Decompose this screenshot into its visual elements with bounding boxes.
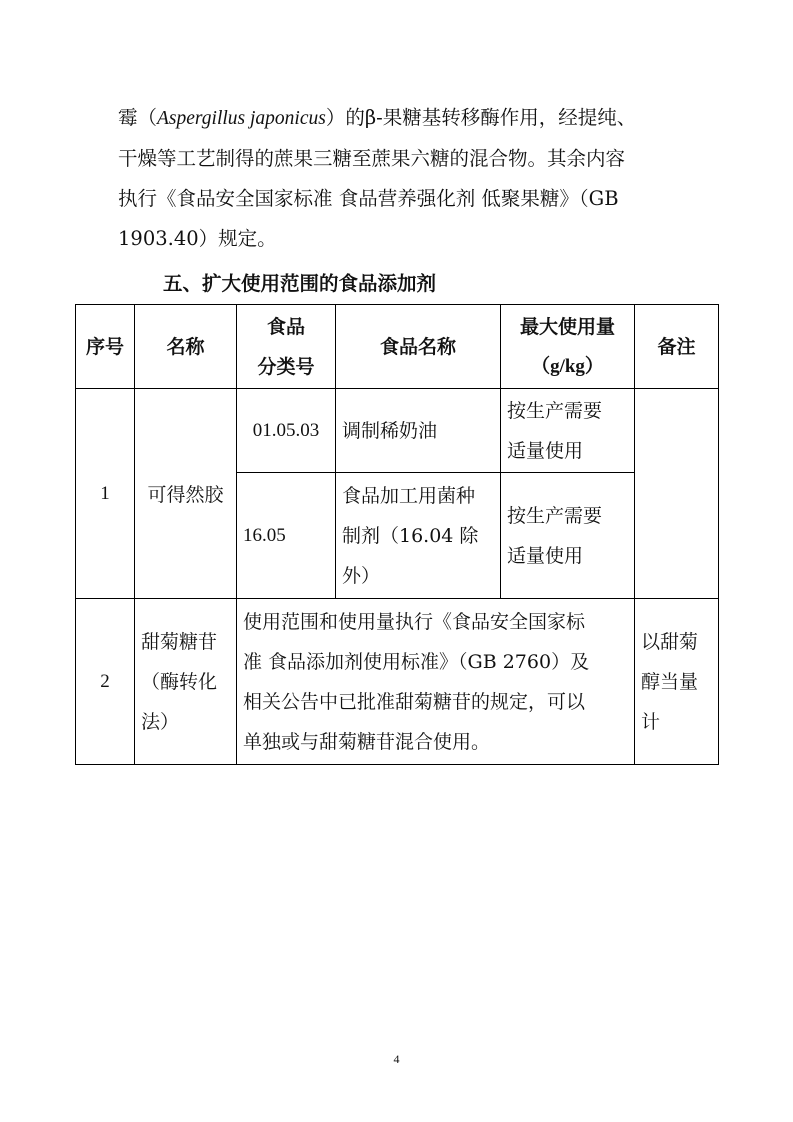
table-header-row bbox=[76, 305, 719, 389]
cell-note: 以甜菊 醇当量 计 bbox=[635, 599, 719, 765]
paragraph-line-4: 1903.40）规定。 bbox=[118, 227, 277, 250]
header-name: 名称 bbox=[135, 305, 237, 389]
cell-category: 16.05 bbox=[237, 473, 336, 599]
table-row bbox=[76, 599, 719, 765]
header-food: 食品名称 bbox=[336, 305, 501, 389]
paragraph-line-2: 干燥等工艺制得的蔗果三糖至蔗果六糖的混合物。其余内容 bbox=[118, 147, 626, 170]
header-max: 最大使用量 （g/kg） bbox=[501, 305, 635, 389]
body-paragraph bbox=[118, 98, 678, 259]
header-note: 备注 bbox=[635, 305, 719, 389]
header-category: 食品 分类号 bbox=[237, 305, 336, 389]
cell-no: 2 bbox=[76, 599, 135, 765]
cell-max: 按生产需要 适量使用 bbox=[501, 473, 635, 599]
cell-food: 食品加工用菌种 制剂（16.04 除 外） bbox=[336, 473, 501, 599]
paragraph-line-3: 执行《食品安全国家标准 食品营养强化剂 低聚果糖》（GB bbox=[118, 187, 619, 210]
cell-merged-usage: 使用范围和使用量执行《食品安全国家标 准 食品添加剂使用标准》（GB 2760）及 相关公告中已批准甜菊糖苷的规定，可以 单独或与甜菊糖苷混合使用。 bbox=[237, 599, 635, 765]
cell-note bbox=[635, 389, 719, 599]
cell-food: 调制稀奶油 bbox=[336, 389, 501, 473]
paragraph-line-1: 霉（Aspergillus japonicus）的β-果糖基转移酶作用，经提纯、 bbox=[118, 106, 637, 129]
cell-max: 按生产需要 适量使用 bbox=[501, 389, 635, 473]
section-heading: 五、扩大使用范围的食品添加剂 bbox=[163, 272, 437, 295]
page-number: 4 bbox=[393, 1052, 400, 1066]
additive-table bbox=[75, 304, 719, 765]
table-row bbox=[76, 389, 719, 473]
cell-name: 甜菊糖苷 （酶转化 法） bbox=[135, 599, 237, 765]
cell-category: 01.05.03 bbox=[237, 389, 336, 473]
latin-species-name: Aspergillus japonicus bbox=[157, 108, 326, 129]
header-no: 序号 bbox=[76, 305, 135, 389]
cell-no: 1 bbox=[76, 389, 135, 599]
cell-name: 可得然胶 bbox=[135, 389, 237, 599]
